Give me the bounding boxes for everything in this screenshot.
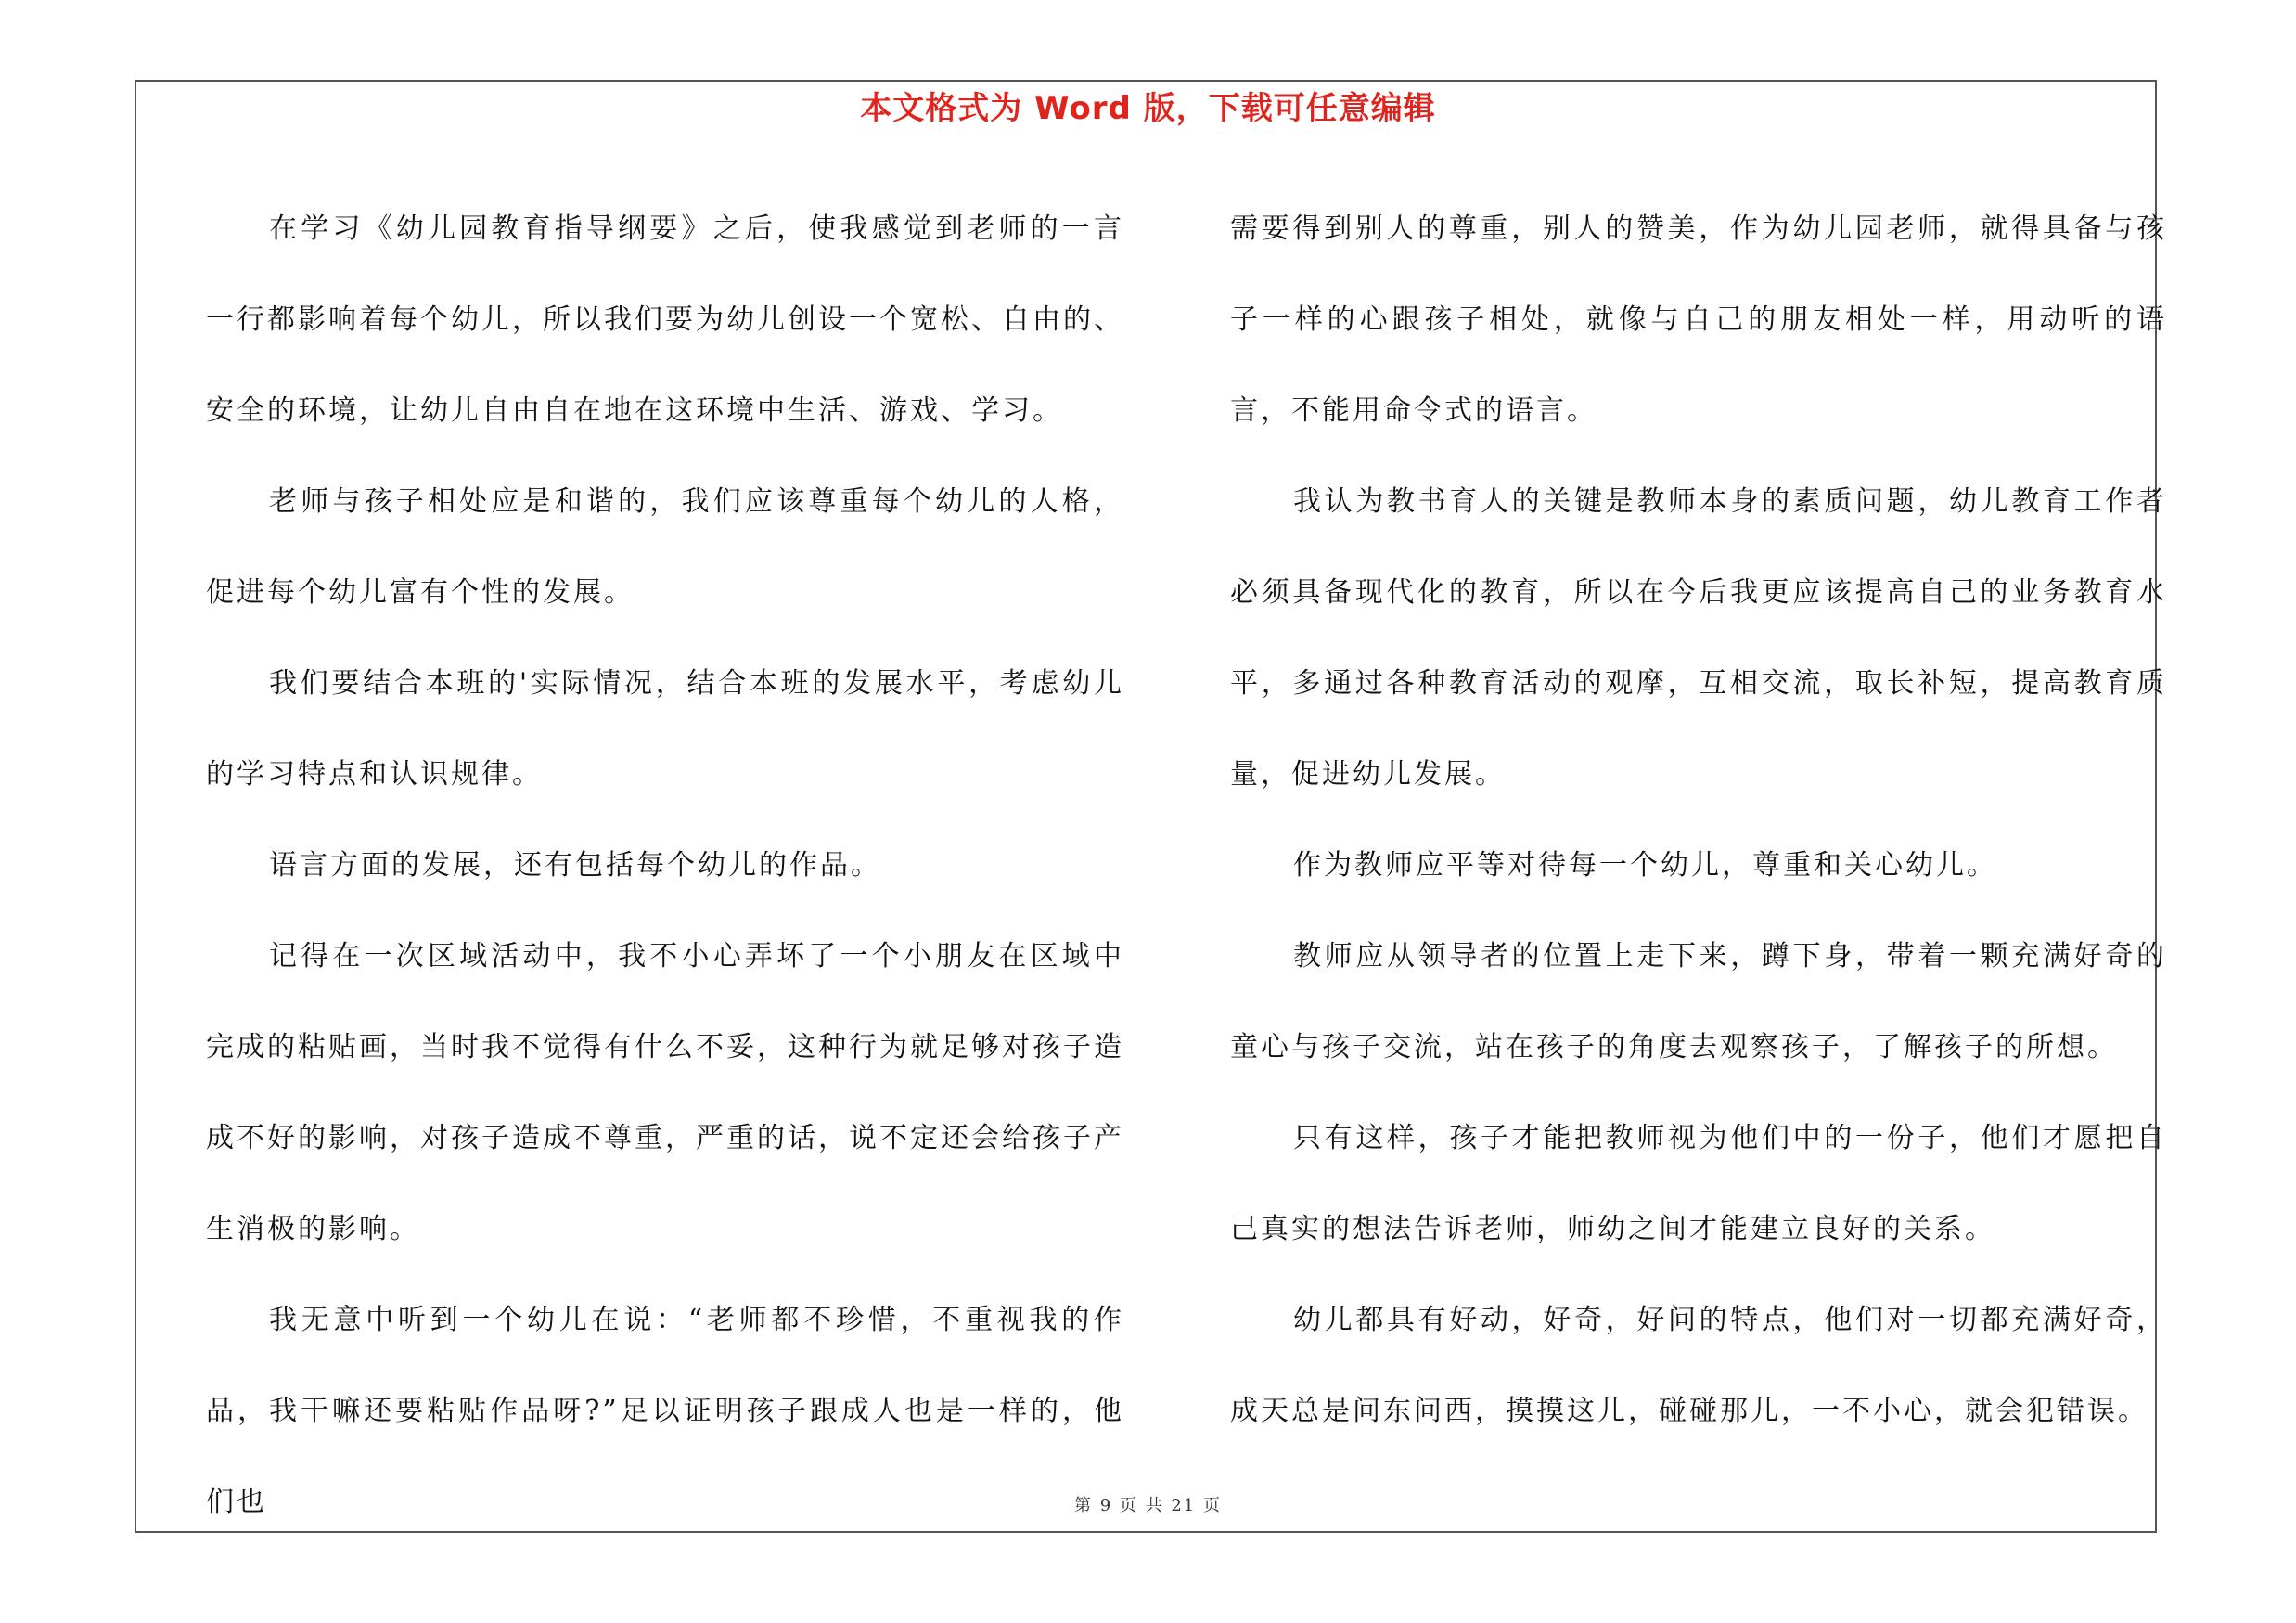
paragraph: 我无意中听到一个幼儿在说：“老师都不珍惜，不重视我的作品，我干嘛还要粘贴作品呀?”足以证明孩子跟成人也是一样的，他们也 [206, 1304, 1124, 1518]
format-banner: 本文格式为 Word 版，下载可任意编辑 [860, 90, 1436, 127]
paragraph: 老师与孩子相处应是和谐的，我们应该尊重每个幼儿的人格，促进每个幼儿富有个性的发展。 [206, 485, 1124, 609]
paragraph: 幼儿都具有好动，好奇，好问的特点，他们对一切都充满好奇，成天总是问东问西，摸摸这儿，碰碰那儿，一不小心，就会犯错误。 [1230, 1304, 2167, 1427]
page-number-footer: 第 9 页 共 21 页 [1074, 1496, 1222, 1515]
paragraph: 我认为教书育人的关键是教师本身的素质问题，幼儿教育工作者必须具备现代化的教育，所以在今后我更应该提高自己的业务教育水平，多通过各种教育活动的观摩，互相交流，取长补短，提高教育质量，促进幼儿发展。 [1230, 485, 2167, 791]
paragraph: 语言方面的发展，还有包括每个幼儿的作品。 [269, 849, 881, 882]
paragraph: 我们要结合本班的'实际情况，结合本班的发展水平，考虑幼儿的学习特点和认识规律。 [206, 667, 1124, 791]
paragraph: 在学习《幼儿园教育指导纲要》之后，使我感觉到老师的一言一行都影响着每个幼儿，所以我们要为幼儿创设一个宽松、自由的、安全的环境，让幼儿自由自在地在这环境中生活、游戏、学习。 [206, 213, 1124, 427]
paragraph: 只有这样，孩子才能把教师视为他们中的一份子，他们才愿把自己真实的想法告诉老师，师幼之间才能建立良好的关系。 [1230, 1122, 2167, 1245]
paragraph: 记得在一次区域活动中，我不小心弄坏了一个小朋友在区域中完成的粘贴画，当时我不觉得有什么不妥，这种行为就足够对孩子造成不好的影响，对孩子造成不尊重，严重的话，说不定还会给孩子产生消极的影响。 [206, 940, 1124, 1245]
right-column [1230, 184, 2167, 1457]
paragraph-continuation: 需要得到别人的尊重，别人的赞美，作为幼儿园老师，就得具备与孩子一样的心跟孩子相处，就像与自己的朋友相处一样，用动听的语言，不能用命令式的语言。 [1230, 213, 2167, 427]
left-column [206, 184, 1124, 1548]
paragraph: 作为教师应平等对待每一个幼儿，尊重和关心幼儿。 [1293, 849, 1997, 882]
paragraph: 教师应从领导者的位置上走下来，蹲下身，带着一颗充满好奇的童心与孩子交流，站在孩子的角度去观察孩子，了解孩子的所想。 [1230, 940, 2167, 1063]
